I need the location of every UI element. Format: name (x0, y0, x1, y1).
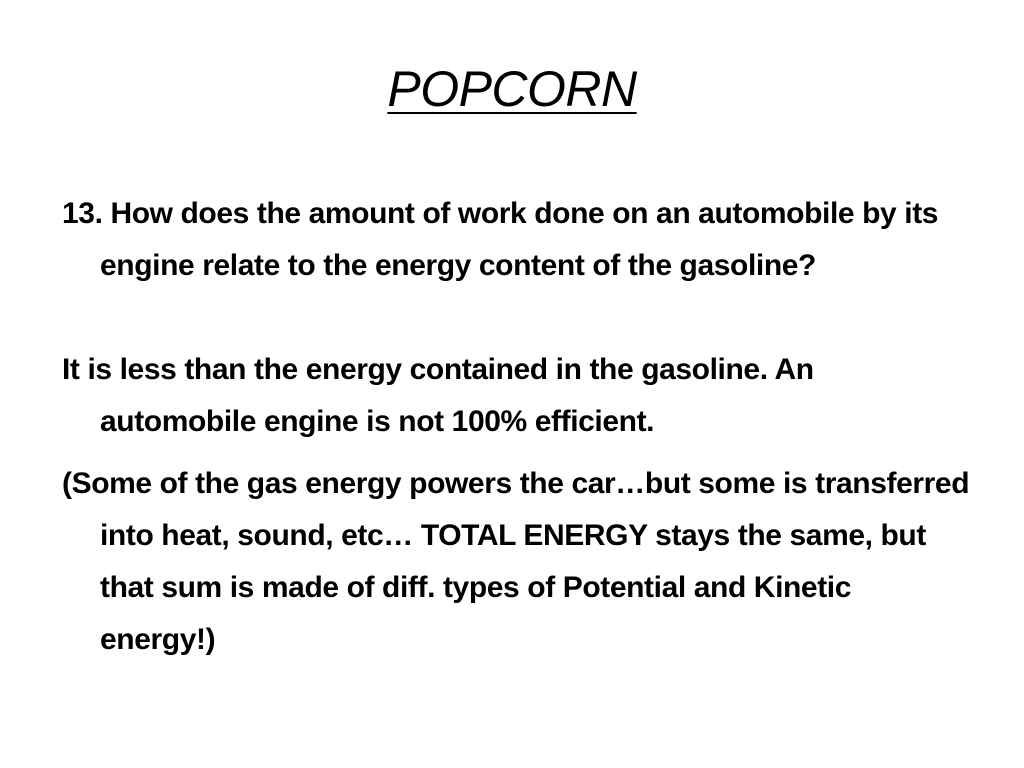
explanation-note: (Some of the gas energy powers the car…but some is transferred into heat, sound, etc… TOTAL ENERGY stays the same, but that sum is made of diff. types of Potential and Kinetic energy!) (62, 467, 970, 656)
question-text: 13. How does the amount of work done on an automobile by its engine relate to the energy content of the gasoline? (62, 197, 939, 282)
paragraph-spacer (62, 292, 972, 344)
answer-text: It is less than the energy contained in the gasoline. An automobile engine is not 100% efficient. (62, 353, 814, 438)
slide-body (62, 188, 972, 666)
slide-title: POPCORN (387, 61, 637, 117)
